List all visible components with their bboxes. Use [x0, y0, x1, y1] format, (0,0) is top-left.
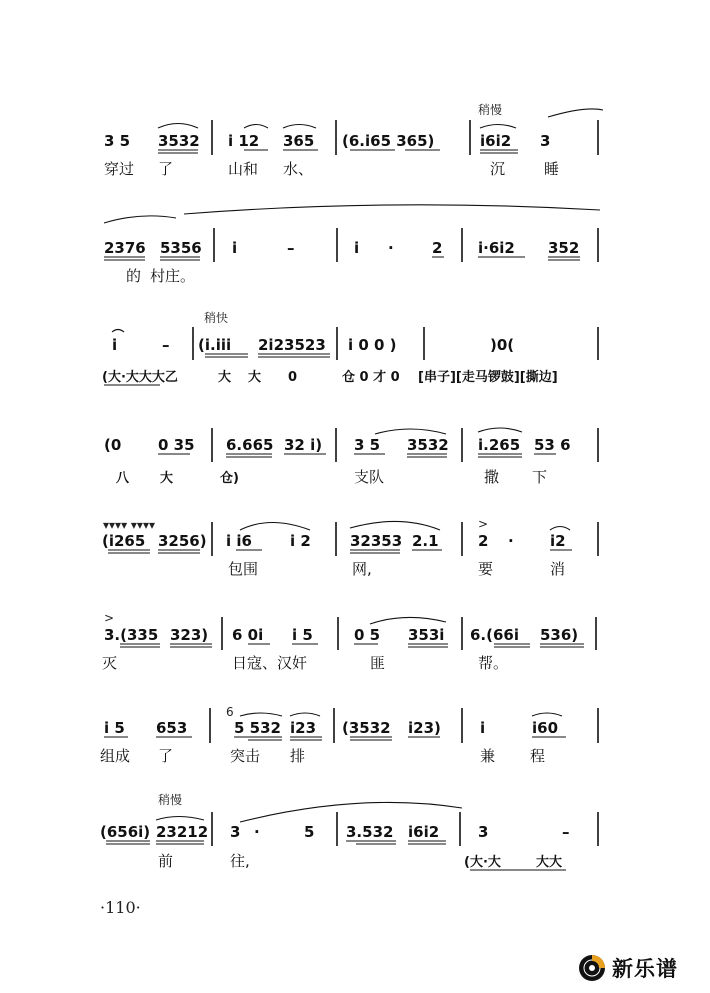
note-group: 5356	[160, 239, 202, 257]
system-3	[102, 310, 598, 385]
system-8	[100, 792, 598, 870]
lyric: 消	[550, 560, 566, 578]
note-group: 3532	[158, 132, 200, 150]
note-group: 353i	[408, 626, 445, 644]
note-group: –	[287, 239, 295, 257]
percussion-syllables: 八	[116, 471, 130, 486]
lyric: 睡	[544, 160, 560, 178]
note-group: i 2	[290, 532, 311, 550]
note-group: –	[162, 336, 170, 354]
note-group: 0 35	[158, 436, 195, 454]
slur-mark	[350, 521, 440, 530]
note-group: 5 532	[234, 719, 281, 737]
note-group: (3532	[342, 719, 391, 737]
slur-mark	[240, 713, 282, 716]
note-group: ·	[254, 823, 260, 841]
note-group: 323)	[170, 626, 209, 644]
percussion-syllables: 大	[218, 370, 232, 385]
note-group: 23212	[156, 823, 209, 841]
note-group: i 5	[292, 626, 313, 644]
lyric: 水、	[283, 160, 314, 178]
note-group: 6.665	[226, 436, 274, 454]
lyric: 撒	[484, 468, 500, 486]
slur-mark	[240, 802, 462, 822]
note-group: i	[480, 719, 486, 737]
accent-mark: >	[104, 611, 115, 625]
note-group: i6i2	[408, 823, 440, 841]
accent-mark: >	[478, 517, 489, 531]
note-group: 352	[548, 239, 580, 257]
note-group: 6.(66i	[470, 626, 520, 644]
lyric: 灭	[102, 654, 118, 672]
note-group: 3 5	[354, 436, 381, 454]
note-group: 6 0i	[232, 626, 264, 644]
lyric: 排	[290, 747, 306, 765]
lyric: 穿过	[104, 160, 135, 178]
percussion-syllables: 0	[288, 370, 298, 385]
tempo-marking: 稍快	[204, 311, 229, 325]
note-group: 3 5	[104, 132, 131, 150]
note-group: i6i2	[480, 132, 512, 150]
percussion-syllables: (大·大	[464, 855, 501, 870]
lyric: 组成	[100, 747, 131, 765]
note-group: 3	[230, 823, 241, 841]
percussion-syllables: (大·大大大乙	[102, 370, 178, 385]
tempo-marking: 稍慢	[158, 793, 183, 807]
note-group: i23)	[408, 719, 441, 737]
note-group: (i.iii	[198, 336, 232, 354]
note-group: i i6	[226, 532, 252, 550]
note-group: 2376	[104, 239, 146, 257]
slur-mark	[548, 109, 603, 117]
lyric: 沉	[490, 160, 506, 178]
lyric: 突击	[230, 747, 261, 765]
lyric: 要	[478, 560, 494, 578]
lyric: 前	[158, 852, 174, 870]
slur-mark	[375, 429, 446, 434]
slur-mark	[480, 125, 516, 129]
lyric: 兼	[480, 747, 496, 765]
slur-mark	[370, 617, 446, 624]
lyric: 程	[530, 747, 546, 765]
note-group: (656i)	[100, 823, 151, 841]
tempo-marking: 稍慢	[478, 103, 503, 117]
slur-mark	[478, 428, 522, 432]
lyric: 了	[158, 747, 174, 765]
note-group: i.265	[478, 436, 521, 454]
note-group: 653	[156, 719, 188, 737]
note-group: 3.532	[346, 823, 394, 841]
note-group: 2	[432, 239, 443, 257]
percussion-syllables: 仓 0 才 0	[342, 370, 400, 385]
note-group: 536)	[540, 626, 579, 644]
system-6	[102, 611, 596, 672]
note-group: i2	[550, 532, 566, 550]
lyric: 日寇、汉奸	[232, 654, 308, 672]
slur-mark	[532, 713, 562, 716]
note-group: (6.i65 365)	[342, 132, 435, 150]
note-group: 3532	[407, 436, 449, 454]
system-2	[104, 205, 600, 285]
percussion-syllables: 大	[248, 370, 262, 385]
system-7	[100, 705, 598, 765]
note-group: 3	[478, 823, 489, 841]
watermark-text: 新乐谱	[612, 957, 678, 981]
lyric: 往,	[230, 852, 250, 870]
note-group: 3.(335	[104, 626, 159, 644]
note-group: 2	[478, 532, 489, 550]
lyric: 帮。	[478, 654, 509, 672]
lyric: 支队	[354, 468, 385, 486]
note-group: (i265	[102, 532, 146, 550]
note-group: i	[354, 239, 360, 257]
slur-mark	[283, 125, 316, 129]
lyric: 山和	[228, 160, 259, 178]
note-group: i 12	[228, 132, 260, 150]
note-group: 32 i)	[284, 436, 323, 454]
slur-mark	[112, 330, 124, 333]
note-group: 0 5	[354, 626, 381, 644]
system-4	[104, 428, 598, 486]
accent-marks: ▾▾▾▾ ▾▾▾▾	[103, 518, 156, 532]
note-group: 365	[283, 132, 315, 150]
note-group: i60	[532, 719, 559, 737]
note-group: i 5	[104, 719, 125, 737]
grace-note: 6	[226, 705, 234, 719]
note-group: 53 6	[534, 436, 571, 454]
slur-mark	[290, 713, 320, 716]
note-group: i23	[290, 719, 317, 737]
disc-logo-icon	[578, 954, 606, 982]
percussion-syllables: 仓)	[220, 471, 239, 486]
note-group: )0(	[490, 336, 515, 354]
slur-mark	[240, 523, 310, 531]
note-group: i·6i2	[478, 239, 515, 257]
percussion-labels: [串子][走马锣鼓][撕边]	[418, 370, 558, 385]
note-group: (0	[104, 436, 122, 454]
percussion-syllables: 大大	[536, 855, 563, 870]
note-group: ·	[508, 532, 514, 550]
watermark-logo	[578, 953, 678, 983]
lyric: 下	[532, 468, 548, 486]
note-group: 3256)	[158, 532, 207, 550]
note-group: 2i23523	[258, 336, 326, 354]
system-1	[104, 102, 603, 178]
slur-mark	[184, 205, 600, 214]
note-group: 2.1	[412, 532, 439, 550]
lyric: 的	[126, 267, 142, 285]
slur-mark	[158, 124, 198, 129]
lyric: 包围	[228, 560, 259, 578]
slur-mark	[244, 125, 268, 129]
note-group: 5	[304, 823, 315, 841]
note-group: 3	[540, 132, 551, 150]
slur-mark	[550, 527, 570, 531]
lyric: 匪	[370, 654, 386, 672]
note-group: ·	[388, 239, 394, 257]
slur-mark	[156, 817, 204, 821]
note-group: 32353	[350, 532, 403, 550]
percussion-syllables: 大	[160, 471, 174, 486]
lyric: 了	[158, 160, 174, 178]
note-group: i	[112, 336, 118, 354]
slur-mark	[104, 216, 176, 223]
system-5	[102, 517, 598, 578]
page-number: ·110·	[100, 898, 141, 917]
lyric: 村庄。	[150, 267, 196, 285]
lyric: 网,	[352, 560, 372, 578]
note-group: i 0 0 )	[348, 336, 397, 354]
note-group: –	[562, 823, 570, 841]
note-group: i	[232, 239, 238, 257]
